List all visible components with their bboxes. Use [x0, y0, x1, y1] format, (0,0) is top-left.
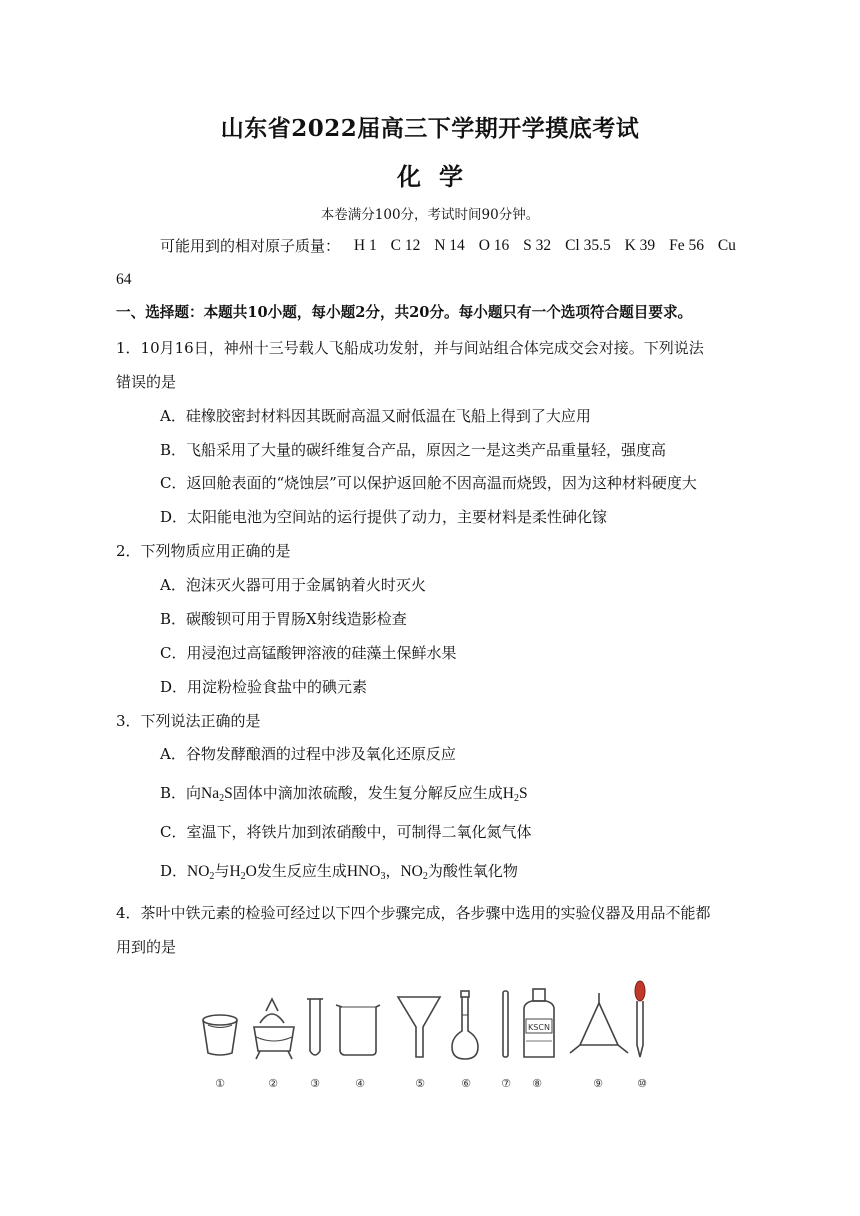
apparatus-label: ③	[310, 1077, 320, 1090]
apparatus-figure	[190, 975, 670, 1100]
apparatus-label: ⑨	[593, 1077, 603, 1090]
atomic-mass-wrap: 64	[116, 271, 132, 288]
exam-title: 山东省2022届高三下学期开学摸底考试	[220, 115, 640, 142]
q3-option-a: A．谷物发酵酿酒的过程中涉及氧化还原反应	[160, 745, 456, 763]
apparatus-label: ④	[355, 1077, 365, 1090]
score-time-note: 本卷满分100分，考试时间90分钟。	[320, 207, 540, 223]
q2-stem: 2．下列物质应用正确的是	[116, 542, 291, 560]
atomic-mass-list	[160, 236, 736, 256]
formula-h2s: $H_2S$	[502, 785, 528, 804]
reagent-bottle-icon	[524, 989, 554, 1057]
q1-option-d: D．太阳能电池为空间站的运行提供了动力，主要材料是柔性砷化镓	[160, 508, 608, 526]
atomic-mass-item: K 39	[624, 237, 656, 254]
q1-option-b: B．飞船采用了大量的碳纤维复合产品，原因之一是这类产品重量轻，强度高	[160, 441, 667, 459]
apparatus-label: ⑤	[415, 1077, 425, 1090]
q3-option-c: C．室温下，将铁片加到浓硝酸中，可制得二氧化氮气体	[160, 823, 532, 841]
atomic-mass-item: Cl 35.5	[565, 237, 611, 254]
q1-stem-line1: 1．10月16日，神州十三号载人飞船成功发射，并与间站组合体完成交会对接。下列说法	[116, 339, 704, 357]
apparatus-label: ⑧	[532, 1077, 542, 1090]
atomic-mass-item: H 1	[353, 237, 377, 254]
q2-option-a: A．泡沫灭火器可用于金属钠着火时灭火	[160, 576, 426, 594]
apparatus-label: ⑥	[461, 1077, 471, 1090]
atomic-mass-item: S 32	[523, 237, 552, 254]
atomic-mass-label: 可能用到的相对原子质量：	[160, 237, 341, 255]
q3-stem: 3．下列说法正确的是	[116, 712, 261, 730]
test-tube-icon	[307, 999, 323, 1055]
atomic-mass-item: C 12	[390, 237, 421, 254]
bottle-label: KSCN	[528, 1023, 550, 1032]
formula-hno3: $HNO_3$	[346, 863, 386, 882]
apparatus-label: ②	[268, 1077, 278, 1090]
crucible-icon	[203, 1015, 237, 1055]
q2-option-d: D．用淀粉检验食盐中的碘元素	[160, 678, 368, 696]
subject-title: 化学	[397, 162, 481, 191]
q2-option-b: B．碳酸钡可用于胃肠X射线造影检查	[160, 610, 407, 628]
q4-stem-line2: 用到的是	[116, 938, 177, 956]
formula-na2s: $Na_2S$	[201, 785, 233, 804]
atomic-mass-item: Fe 56	[669, 237, 704, 254]
q3-option-b: B．向$Na_2S$固体中滴加浓硫酸，发生复分解反应生成$H_2S$	[160, 784, 528, 804]
q1-option-c: C．返回舱表面的“烧蚀层”可以保护返回舱不因高温而烧毁，因为这种材料硬度大	[160, 474, 697, 492]
q3-option-d: D．$NO_2$与$H_2O$发生反应生成$HNO_3$，$NO_2$为酸性氧化物	[160, 862, 518, 882]
clay-triangle-icon	[570, 993, 628, 1053]
q2-option-c: C．用浸泡过高锰酸钾溶液的硅藻土保鲜水果	[160, 644, 457, 662]
formula-no2: $NO_2$	[187, 863, 215, 882]
apparatus-label: ①	[215, 1077, 225, 1090]
crucible-heating-icon	[254, 999, 294, 1059]
glass-rod-icon	[503, 991, 508, 1057]
section-heading: 一、选择题：本题共10小题，每小题2分，共20分。每小题只有一个选项符合题目要求。	[116, 304, 693, 321]
funnel-icon	[398, 997, 440, 1057]
apparatus-label: ⑩	[637, 1077, 647, 1090]
q1-stem-line2: 错误的是	[116, 373, 177, 391]
atomic-mass-item: Cu	[717, 237, 736, 254]
dropper-icon	[635, 981, 645, 1057]
apparatus-label: ⑦	[501, 1077, 511, 1090]
atomic-mass-item: N 14	[434, 237, 465, 254]
beaker-icon	[336, 1005, 380, 1055]
formula-h2o: $H_2O$	[229, 863, 257, 882]
q1-option-a: A．硅橡胶密封材料因其既耐高温又耐低温在飞船上得到了大应用	[160, 407, 591, 425]
formula-no2: $NO_2$	[400, 863, 428, 882]
atomic-mass-item: O 16	[478, 237, 510, 254]
volumetric-flask-icon	[452, 991, 478, 1059]
q4-stem-line1: 4．茶叶中铁元素的检验可经过以下四个步骤完成，各步骤中选用的实验仪器及用品不能都	[116, 904, 711, 922]
